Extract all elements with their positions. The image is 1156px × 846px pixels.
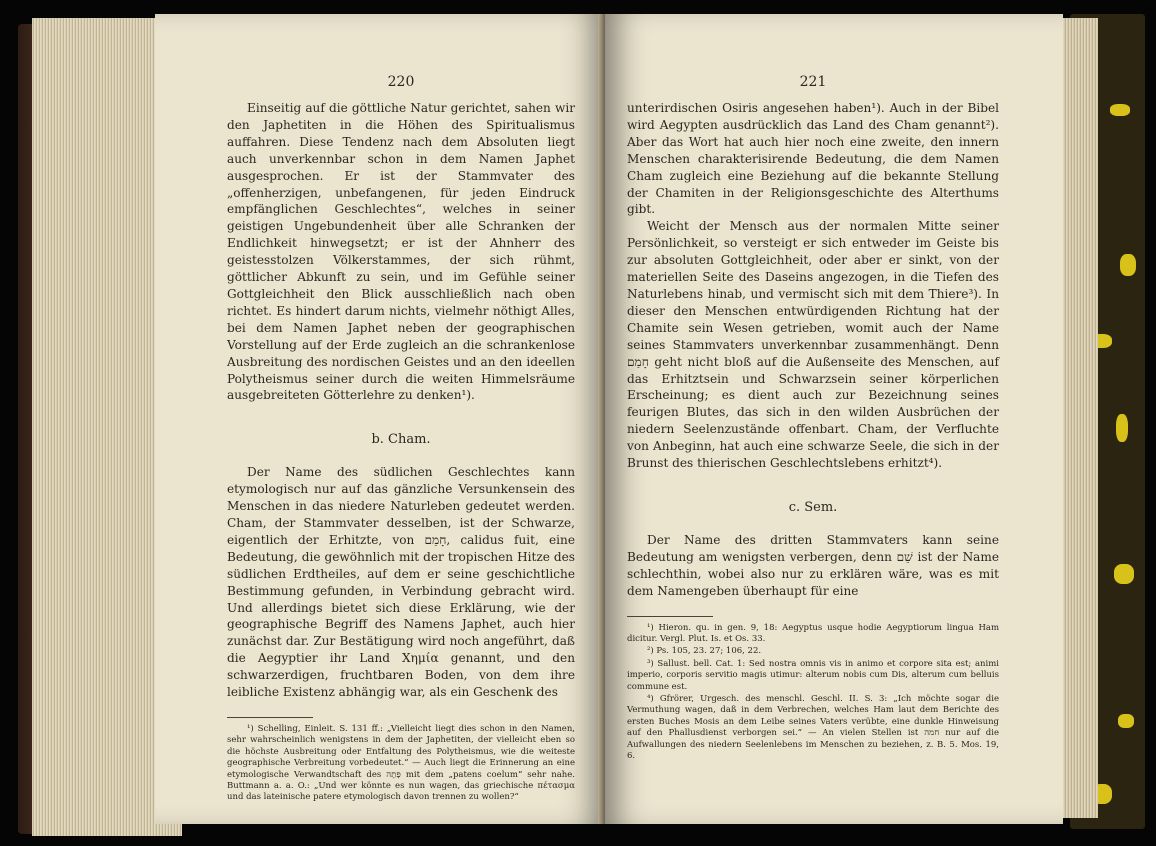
paragraph: Einseitig auf die göttliche Natur gerichtet, sahen wir den Japhetiten in die Höhen des Spiritualismus auffahren. Diese Tendenz nach dem Absoluten liegt auch unverkennbar schon in dem Namen Japhet ausgesprochen. Er ist der Stammvater des „offenherzigen, unbefangenen, für jeden Eindruck empfänglichen Geschlechtes“, welches in seiner geistigen Ungebundenheit über alle Schranken der Endlichkeit hinwegsetzt; er ist der Ahnherr des geistesstolzen Völkerstammes, der sich rühmt, göttlicher Abkunft zu sein, und im Gefühle seiner Gottgleichheit den Blick ausschließlich nach oben richtet. Es hindert darum nichts, vielmehr nöthigt Alles, bei dem Namen Japhet neben der geographischen Vorstellung auf der Erde zugleich an die schrankenlose Ausbreitung des nordischen Geistes und an den ideellen Polytheismus seiner durch die weiten Himmelsräume ausgebreiteten Götterlehre zu denken¹).	[227, 101, 575, 403]
footnote: ¹) Schelling, Einleit. S. 131 ff.: „Vielleicht liegt dies schon in den Namen, sehr wahrscheinlich wenigstens in dem der Japhetiten, der vielleicht eben so die höchste Ausbreitung oder Entfaltung des Polytheismus, wie die weiteste geographische Verbreitung vorbedeutet.“ — Auch liegt die Erinnerung an eine etymologische Verwandtschaft des פָּתָה mit dem „patens coelum“ sehr nahe. Buttmann a. a. O.: „Und wer könnte es nun wagen, das griechische πέτασμα und das lateinische patere etymologisch davon trennen zu wollen?“	[227, 724, 575, 803]
footnote-rule	[227, 717, 313, 718]
section-heading: b. Cham.	[371, 432, 431, 448]
footnotes	[627, 623, 999, 763]
page-number: 220	[387, 74, 415, 90]
footnote: ³) Sallust. bell. Cat. 1: Sed nostra omnis vis in animo et corpore sita est; animi imperio, corporis servitio magis utimur: alterum nobis cum Dis, alterum cum belluis commune est.	[627, 658, 999, 692]
footnote: ⁴) Gfrörer, Urgesch. des menschl. Geschl. II. S. 3: „Ich möchte sogar die Vermuthung wagen, daß in dem Verbrechen, welches Ham laut dem Berichte des ersten Buches Mosis an dem Leibe seines Vaters verübte, eine dunkle Hinweisung auf den Phallusdienst verborgen sei.“ — An vielen Stellen ist חמה nur auf die Aufwallungen des niedern Seelenlebens im Menschen zu beziehen, z. B. 5. Mos. 19, 6.	[627, 694, 999, 762]
paragraph: unterirdischen Osiris angesehen haben¹). Auch in der Bibel wird Aegypten ausdrücklich das Land des Cham genannt²). Aber das Wort hat auch hier noch eine zweite, den innern Menschen charakterisirende Bedeutung, die dem Namen Cham zugleich eine Beziehung auf die bekannte Stellung der Chamiten in der Religionsgeschichte des Alterthums gibt.	[627, 101, 999, 217]
footnote: ²) Ps. 105, 23. 27; 106, 22.	[647, 646, 762, 657]
footnotes	[227, 724, 575, 804]
footnote: ¹) Hieron. qu. in gen. 9, 18: Aegyptus usque hodie Aegyptiorum lingua Ham dicitur. Vergl. Plut. Is. et Os. 33.	[627, 622, 999, 644]
left-page	[155, 14, 605, 824]
right-page	[605, 14, 1063, 824]
page-number: 221	[799, 74, 827, 90]
right-page-content	[627, 74, 999, 762]
paragraph: Der Name des dritten Stammvaters kann seine Bedeutung am wenigsten verbergen, denn שֵׁם ist der Name schlechthin, wobei also nur zu erklären wäre, was es mit dem Namengeben überhaupt für eine	[627, 532, 999, 598]
paragraph: Weicht der Mensch aus der normalen Mitte seiner Persönlichkeit, so versteigt er sich entweder im Geiste bis zur absoluten Gottgleichheit, oder aber er sinkt, von der materiellen Seite des Daseins angezogen, in die Tiefen des Naturlebens hinab, und vermischt sich mit dem Thiere³). In dieser den Menschen entwürdigenden Richtung hat der Chamite sein Wesen getrieben, womit auch der Name seines Stammvaters unverkennbar zusammenhängt. Denn חָמַם geht nicht bloß auf die Außenseite des Menschen, auf das Erhitztsein und Schwarzsein seiner körperlichen Erscheinung; es dient auch zur Bezeichnung seines feurigen Blutes, das sich in den wilden Ausbrüchen der niedern Seelenzustände offenbart. Cham, der Verfluchte von Anbeginn, hat auch eine schwarze Seele, die sich in der Brunst des thierischen Geschlechtslebens erhitzt⁴).	[627, 219, 999, 471]
left-page-content	[227, 74, 575, 804]
paragraph: Der Name des südlichen Geschlechtes kann etymologisch nur auf das gänzliche Versunkensein des Menschen in das niedere Naturleben gedeutet werden. Cham, der Stammvater desselben, ist der Schwarze, eigentlich der Erhitzte, von חָמַם, calidus fuit, eine Bedeutung, die gewöhnlich mit der tropischen Hitze des südlichen Erdtheiles, auf dem er seine geschichtliche Bestimmung gefunden, in Verbindung gebracht wird. Und allerdings bietet sich diese Erklärung, wie der geographische Begriff des Namens Japhet, auch hier zunächst dar. Zur Bestätigung wird noch angeführt, daß die Aegyptier ihr Land Χημία genannt, und den schwarzerdigen, fruchtbaren Boden, von dem ihre leibliche Existenz abhängig war, als ein Geschenk des	[227, 465, 575, 700]
footnote-rule	[627, 616, 713, 617]
section-heading: c. Sem.	[788, 499, 838, 515]
